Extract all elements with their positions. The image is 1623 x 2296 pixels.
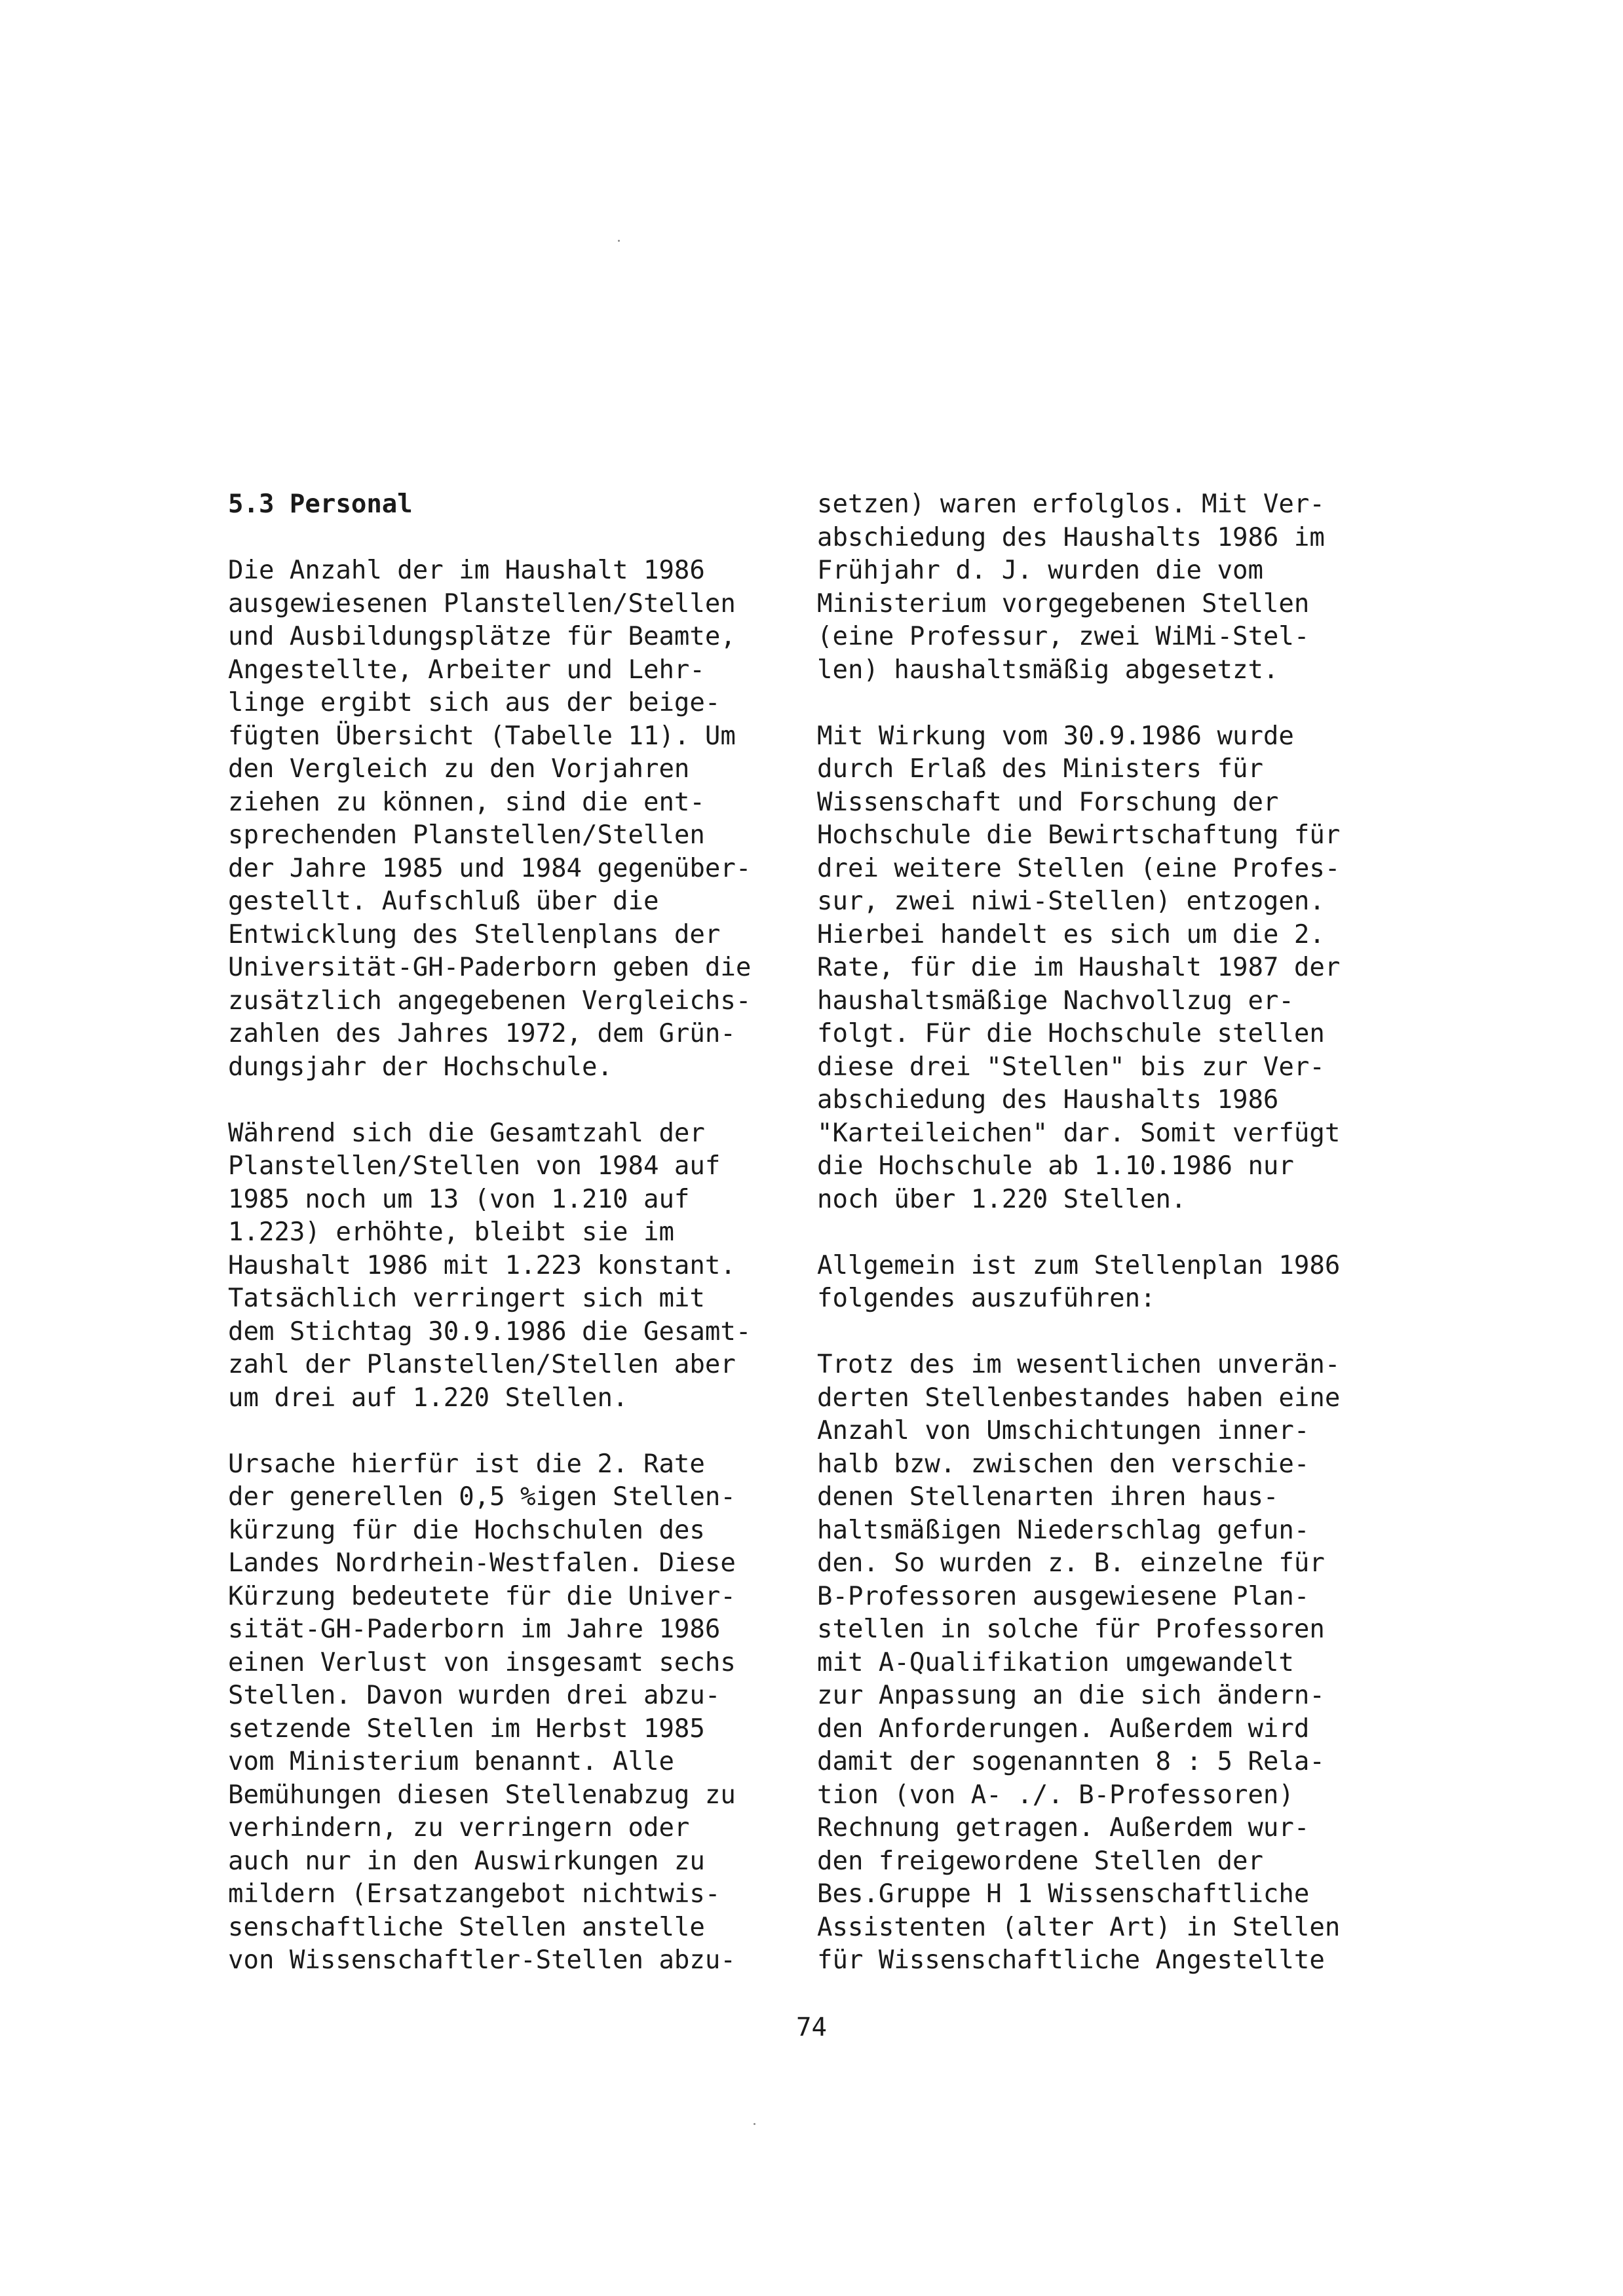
text-line: den Anforderungen. Außerdem wird [817, 1713, 1310, 1744]
text-line: folgendes auszuführen: [817, 1284, 1156, 1313]
text-line: Bemühungen diesen Stellenabzug zu [228, 1780, 736, 1810]
text-line: setzende Stellen im Herbst 1985 [228, 1713, 705, 1744]
text-line: Anzahl von Umschichtungen inner- [817, 1416, 1310, 1445]
paragraph [228, 1448, 857, 1978]
text-line: Universität-GH-Paderborn geben die [228, 953, 752, 982]
text-line: um drei auf 1.220 Stellen. [228, 1383, 628, 1413]
text-line: sur, zwei niwi-Stellen) entzogen. [817, 887, 1325, 916]
text-line: dem Stichtag 30.9.1986 die Gesamt- [228, 1316, 752, 1347]
paragraph [817, 1349, 1446, 1978]
text-line: dungsjahr der Hochschule. [228, 1052, 613, 1082]
text-line: und Ausbildungsplätze für Beamte, [228, 622, 736, 651]
text-line: tion (von A- ./. B-Professoren) [817, 1780, 1294, 1810]
scan-speck [754, 2123, 755, 2125]
text-line: "Karteileichen" dar. Somit verfügt [817, 1118, 1341, 1148]
text-line: den Vergleich zu den Vorjahren [228, 754, 690, 784]
text-line: mit A-Qualifikation umgewandelt [817, 1647, 1294, 1677]
text-line: Entwicklung des Stellenplans der [228, 919, 721, 949]
text-line: haushaltsmäßige Nachvollzug er- [817, 985, 1294, 1016]
text-line: setzen) waren erfolglos. Mit Ver- [817, 489, 1325, 519]
paragraph [228, 1117, 857, 1415]
text-line: Während sich die Gesamtzahl der [228, 1118, 705, 1148]
text-line: abschiedung des Haushalts 1986 [817, 1085, 1279, 1115]
text-line: zahl der Planstellen/Stellen aber [228, 1350, 736, 1379]
left-column [228, 488, 857, 1978]
text-line: Trotz des im wesentlichen unverän- [817, 1350, 1341, 1379]
paragraph-gap [817, 687, 1446, 720]
text-line: Hierbei handelt es sich um die 2. [817, 919, 1325, 949]
text-line: der Jahre 1985 und 1984 gegenüber- [228, 853, 752, 883]
text-line: senschaftliche Stellen anstelle [228, 1912, 705, 1942]
scan-speck [618, 240, 620, 242]
text-line: damit der sogenannten 8 : 5 Rela- [817, 1747, 1325, 1776]
text-line: Mit Wirkung vom 30.9.1986 wurde [817, 721, 1294, 751]
text-line: sprechenden Planstellen/Stellen [228, 820, 705, 850]
text-line: zur Anpassung an die sich ändern- [817, 1681, 1325, 1710]
text-line: (eine Professur, zwei WiMi-Stel- [817, 622, 1310, 651]
paragraph-gap [228, 522, 857, 555]
text-line: mildern (Ersatzangebot nichtwis- [228, 1879, 721, 1909]
text-line: drei weitere Stellen (eine Profes- [817, 853, 1341, 883]
text-line: derten Stellenbestandes haben eine [817, 1383, 1341, 1413]
text-line: Wissenschaft und Forschung der [817, 787, 1279, 817]
paragraph-gap [228, 1415, 857, 1448]
section-heading: 5.3 Personal [228, 489, 413, 519]
text-line: Rechnung getragen. Außerdem wur- [817, 1813, 1310, 1843]
text-line: für Wissenschaftliche Angestellte [817, 1945, 1325, 1975]
text-line: den freigewordene Stellen der [817, 1846, 1263, 1876]
text-line: Allgemein ist zum Stellenplan 1986 [817, 1250, 1341, 1280]
text-line: Planstellen/Stellen von 1984 auf [228, 1151, 721, 1181]
text-line: die Hochschule ab 1.10.1986 nur [817, 1151, 1294, 1181]
text-line: haltsmäßigen Niederschlag gefun- [817, 1515, 1310, 1545]
text-line: ziehen zu können, sind die ent- [228, 787, 705, 817]
text-line: Assistenten (alter Art) in Stellen [817, 1912, 1341, 1942]
text-line: Hochschule die Bewirtschaftung für [817, 820, 1341, 850]
text-line: 1.223) erhöhte, bleibt sie im [228, 1217, 674, 1247]
text-line: Bes.Gruppe H 1 Wissenschaftliche [817, 1879, 1310, 1909]
text-line: zusätzlich angegebenen Vergleichs- [228, 985, 752, 1016]
text-line: auch nur in den Auswirkungen zu [228, 1846, 705, 1876]
paragraph [228, 554, 857, 1084]
text-line: diese drei "Stellen" bis zur Ver- [817, 1052, 1325, 1082]
text-line: Tatsächlich verringert sich mit [228, 1284, 705, 1313]
text-line: Ursache hierfür ist die 2. Rate [228, 1449, 705, 1479]
paragraph-gap [817, 1316, 1446, 1349]
paragraph [817, 1250, 1446, 1316]
text-line: einen Verlust von insgesamt sechs [228, 1647, 736, 1677]
paragraph-gap [228, 1084, 857, 1117]
page-number: 74 [796, 2013, 827, 2042]
text-line: gestellt. Aufschluß über die [228, 887, 659, 916]
text-line: sität-GH-Paderborn im Jahre 1986 [228, 1615, 721, 1644]
text-line: Haushalt 1986 mit 1.223 konstant. [228, 1250, 736, 1280]
text-line: Rate, für die im Haushalt 1987 der [817, 953, 1341, 982]
text-line: denen Stellenarten ihren haus- [817, 1482, 1279, 1512]
text-line: Frühjahr d. J. wurden die vom [817, 556, 1263, 585]
text-line: noch über 1.220 Stellen. [817, 1184, 1187, 1214]
text-line: fügten Übersicht (Tabelle 11). Um [228, 721, 736, 751]
text-line: ausgewiesenen Planstellen/Stellen [228, 588, 736, 619]
text-line: zahlen des Jahres 1972, dem Grün- [228, 1019, 736, 1048]
text-line: vom Ministerium benannt. Alle [228, 1747, 674, 1776]
paragraph [817, 720, 1446, 1217]
text-line: Kürzung bedeutete für die Univer- [228, 1581, 736, 1611]
text-line: Landes Nordrhein-Westfalen. Diese [228, 1548, 736, 1578]
right-column-body [817, 488, 1446, 1978]
text-line: Angestellte, Arbeiter und Lehr- [228, 655, 705, 685]
right-column [817, 488, 1446, 1978]
text-line: von Wissenschaftler-Stellen abzu- [228, 1945, 736, 1975]
paragraph [817, 488, 1446, 687]
text-line: durch Erlaß des Ministers für [817, 754, 1263, 784]
text-line: stellen in solche für Professoren [817, 1615, 1325, 1644]
text-line: abschiedung des Haushalts 1986 im [817, 522, 1325, 552]
text-line: den. So wurden z. B. einzelne für [817, 1548, 1325, 1578]
text-line: 1985 noch um 13 (von 1.210 auf [228, 1184, 690, 1214]
text-line: folgt. Für die Hochschule stellen [817, 1019, 1325, 1048]
text-line: der generellen 0,5 %igen Stellen- [228, 1482, 736, 1512]
text-line: Die Anzahl der im Haushalt 1986 [228, 556, 705, 585]
text-line: halb bzw. zwischen den verschie- [817, 1449, 1310, 1479]
text-line: linge ergibt sich aus der beige- [228, 688, 721, 718]
text-line: verhindern, zu verringern oder [228, 1813, 690, 1843]
text-line: Stellen. Davon wurden drei abzu- [228, 1681, 721, 1710]
text-line: kürzung für die Hochschulen des [228, 1515, 705, 1545]
paragraph-gap [817, 1216, 1446, 1250]
text-line: len) haushaltsmäßig abgesetzt. [817, 655, 1279, 685]
left-column-body [228, 554, 857, 1978]
text-line: B-Professoren ausgewiesene Plan- [817, 1581, 1310, 1611]
text-line: Ministerium vorgegebenen Stellen [817, 588, 1310, 619]
